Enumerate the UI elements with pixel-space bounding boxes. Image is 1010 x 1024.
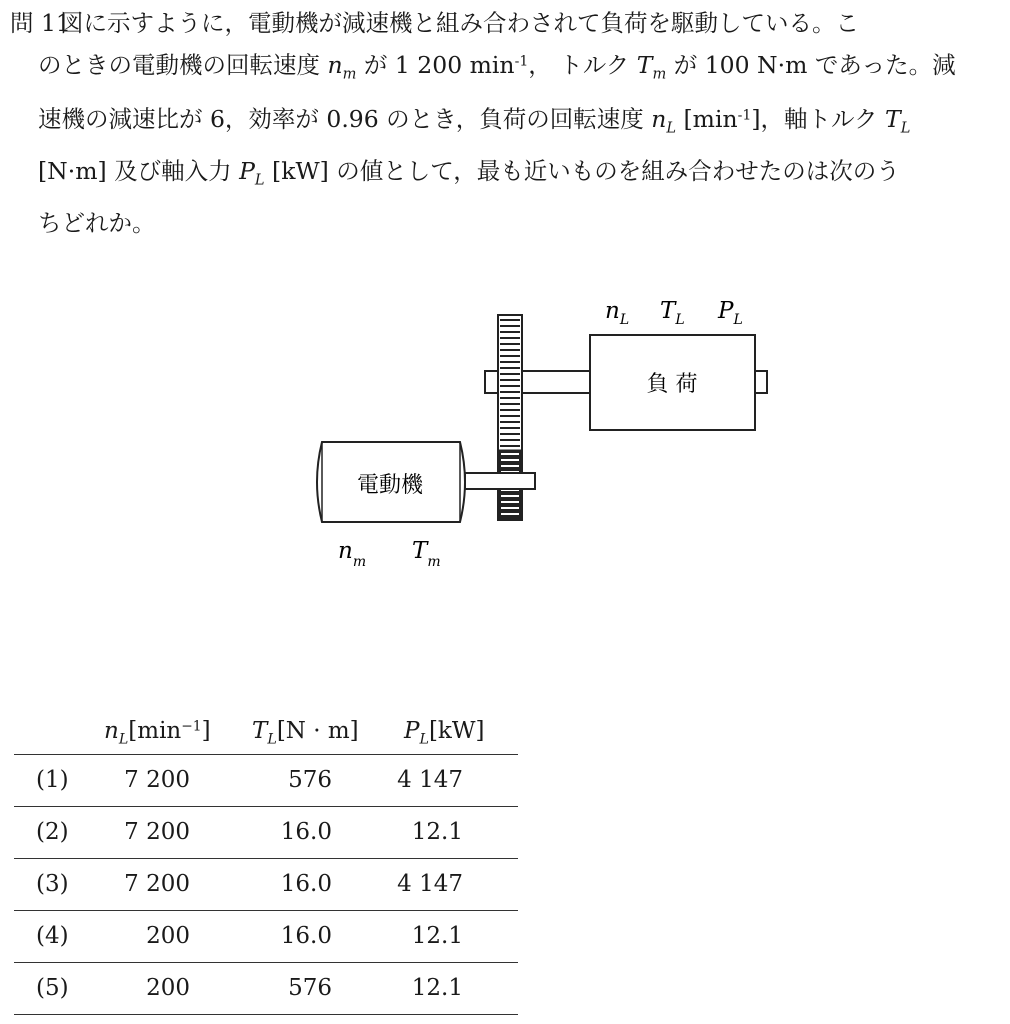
header-nl: $n_L[\min^{-1}]$ — [104, 718, 211, 748]
label-pl: $P_L$ — [718, 298, 743, 328]
table-row — [14, 858, 518, 910]
symbol-nm: $n_m$ — [327, 51, 357, 83]
row-number: (5) — [36, 975, 69, 1001]
symbol-tl: $T_L$ — [885, 105, 911, 137]
symbol-pl: $P_L$ — [239, 157, 265, 189]
cell-nl: 7 200 — [124, 819, 190, 845]
answer-table — [14, 705, 518, 1015]
label-nl: $n_L$ — [605, 298, 630, 328]
table-header — [14, 705, 518, 754]
question-number: 問 11 — [10, 9, 71, 37]
row-number: (1) — [36, 767, 69, 793]
question-line-4: [N·m] 及び軸入力 $P_L$ [kW] の値として，最も近いものを組み合わせたのは次のう — [38, 157, 900, 189]
header-tl: $T_L[N \cdot m]$ — [252, 718, 359, 748]
cell-tl: 576 — [288, 767, 332, 793]
label-nm: $n_m$ — [338, 538, 367, 570]
cell-tl: 576 — [288, 975, 332, 1001]
cell-pl: 12.1 — [411, 819, 463, 845]
symbol-tm: $T_m$ — [636, 51, 667, 83]
cell-tl: 16.0 — [280, 923, 332, 949]
table-row — [14, 910, 518, 962]
load-shaft-end — [755, 371, 767, 393]
row-number: (3) — [36, 871, 69, 897]
label-tl: $T_L$ — [660, 298, 685, 328]
cell-nl: 200 — [146, 975, 190, 1001]
cell-pl: 12.1 — [411, 975, 463, 1001]
row-number: (2) — [36, 819, 69, 845]
table-row — [14, 962, 518, 1015]
header-pl: $P_L[kW]$ — [404, 718, 485, 748]
cell-pl: 4 147 — [397, 871, 463, 897]
table-row — [14, 806, 518, 858]
label-tm: $T_m$ — [412, 538, 441, 570]
load-label: 負 荷 — [646, 372, 698, 397]
cell-nl: 200 — [146, 923, 190, 949]
cell-pl: 4 147 — [397, 767, 463, 793]
cell-nl: 7 200 — [124, 871, 190, 897]
motor-shaft — [465, 473, 535, 489]
cell-nl: 7 200 — [124, 767, 190, 793]
cell-tl: 16.0 — [280, 819, 332, 845]
question-line-3: 速機の減速比が 6，効率が 0.96 のとき，負荷の回転速度 $n_L$ $[\min^{-1}]$，軸トルク $T_L$ — [38, 105, 911, 137]
cell-pl: 12.1 — [411, 923, 463, 949]
question-line-5: ちどれか。 — [38, 209, 156, 237]
symbol-nl: $n_L$ — [651, 105, 677, 137]
gear-reducer-diagram — [300, 290, 780, 590]
cell-tl: 16.0 — [280, 871, 332, 897]
question-line-1: 問 11図に示すように，電動機が減速機と組み合わされて負荷を駆動している。こ — [0, 2, 1005, 44]
row-number: (4) — [36, 923, 69, 949]
motor-label: 電動機 — [356, 473, 424, 498]
question-line-2: のときの電動機の回転速度 $n_m$ が 1 200 $\min^{-1}$， トルク $T_m$ が 100 N·m であった。減 — [38, 51, 956, 83]
table-row — [14, 754, 518, 806]
